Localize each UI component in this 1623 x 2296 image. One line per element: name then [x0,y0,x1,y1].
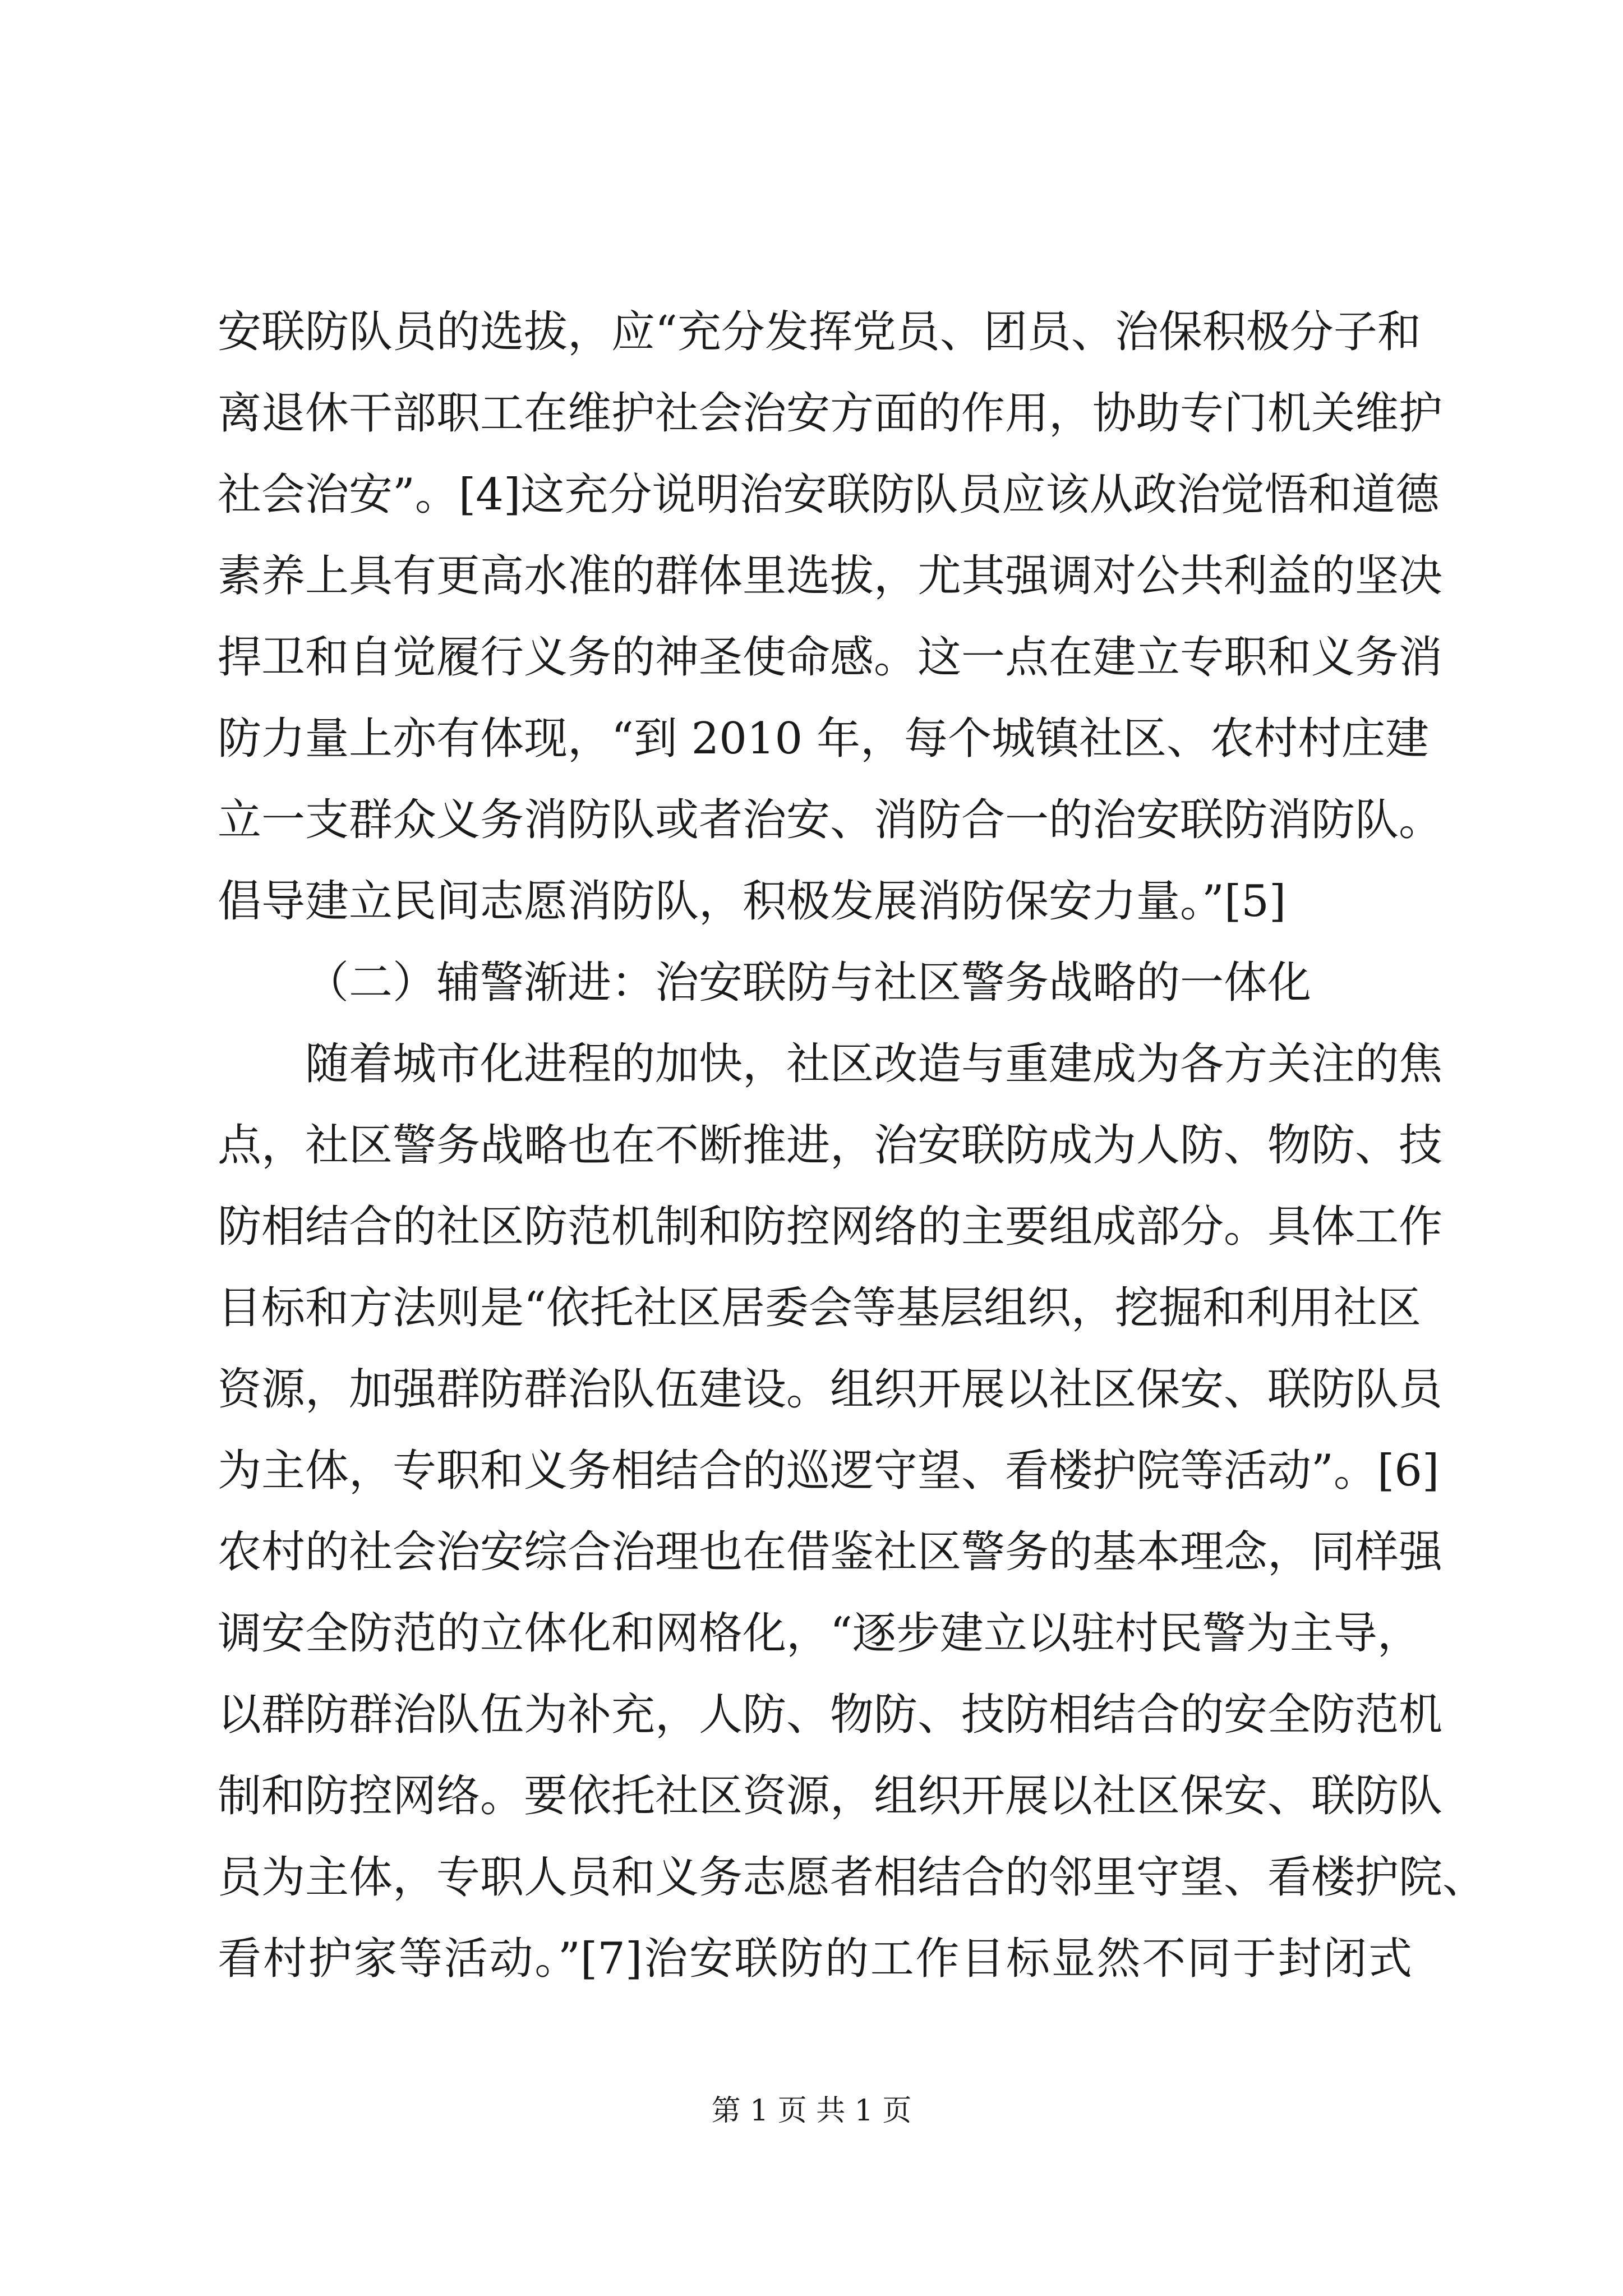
paragraph-line: 离退休干部职工在维护社会治安方面的作用，协助专门机关维护 [218,388,1443,439]
paragraph-line: 农村的社会治安综合治理也在借鉴社区警务的基本理念，同样强 [218,1527,1443,1577]
paragraph-line: 素养上具有更高水准的群体里选拔，尤其强调对公共利益的坚决 [218,551,1443,601]
section-heading: （二）辅警渐进：治安联防与社区警务战略的一体化 [305,958,1312,1008]
paragraph-line: 看村护家等活动。”[7]治安联防的工作目标显然不同于封闭式 [218,1934,1412,1984]
paragraph-line: 倡导建立民间志愿消防队，积极发展消防保安力量。”[5] [218,876,1287,927]
page-footer [0,2087,1623,2129]
paragraph-line: 点，社区警务战略也在不断推进，治安联防成为人防、物防、技 [218,1120,1443,1171]
paragraph-line: 为主体，专职和义务相结合的巡逻守望、看楼护院等活动”。[6] [218,1446,1440,1496]
paragraph-line: 调安全防范的立体化和网格化，“逐步建立以驻村民警为主导， [218,1608,1421,1659]
paragraph-line: 防力量上亦有体现，“到 2010 年，每个城镇社区、农村村庄建 [218,714,1429,764]
page-number-label: 第 1 页 共 1 页 [711,2094,912,2128]
paragraph-line: 立一支群众义务消防队或者治安、消防合一的治安联防消防队。 [218,795,1443,845]
paragraph-line: 安联防队员的选拔，应“充分发挥党员、团员、治保积极分子和 [218,307,1421,357]
paragraph-line: 随着城市化进程的加快，社区改造与重建成为各方关注的焦 [305,1039,1443,1089]
paragraph-line: 社会治安”。[4]这充分说明治安联防队员应该从政治觉悟和道德 [218,470,1440,520]
document-body [218,292,1487,2000]
paragraph-line: 资源，加强群防群治队伍建设。组织开展以社区保安、联防队员 [218,1364,1443,1415]
paragraph-line: 目标和方法则是“依托社区居委会等基层组织，挖掘和利用社区 [218,1283,1421,1333]
paragraph-line: 以群防群治队伍为补充，人防、物防、技防相结合的安全防范机 [218,1690,1443,1740]
paragraph-line: 防相结合的社区防范机制和防控网络的主要组成部分。具体工作 [218,1202,1443,1252]
paragraph-line: 制和防控网络。要依托社区资源，组织开展以社区保安、联防队 [218,1771,1443,1821]
paragraph-line: 员为主体，专职人员和义务志愿者相结合的邻里守望、看楼护院、 [218,1852,1487,1903]
paragraph-line: 捍卫和自觉履行义务的神圣使命感。这一点在建立专职和义务消 [218,632,1443,683]
